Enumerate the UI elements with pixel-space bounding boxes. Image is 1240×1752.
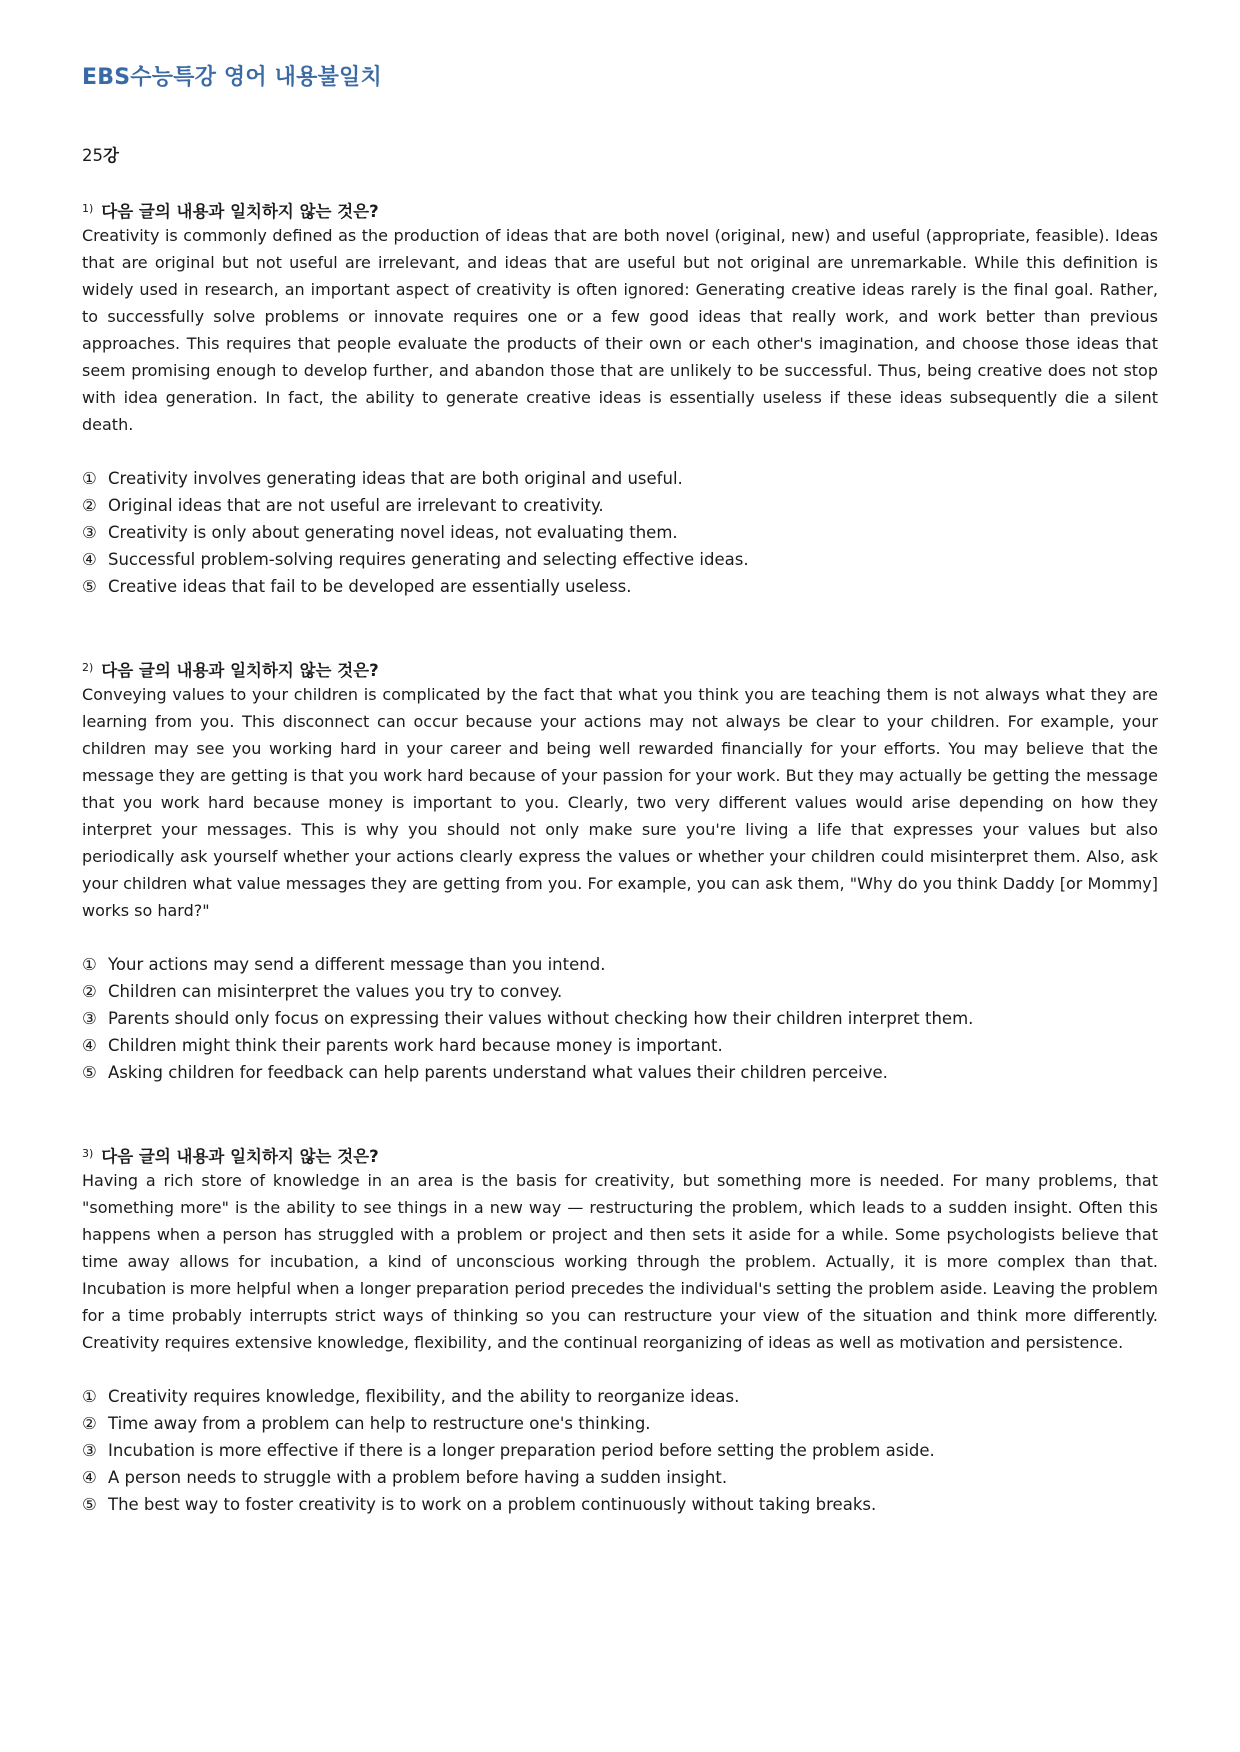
option-text: Successful problem-solving requires generating and selecting effective ideas. [108, 550, 749, 569]
question-passage: Creativity is commonly defined as the production of ideas that are both novel (original, new) and useful (appropriate, feasible). Ideas that are original but not useful are irrelevant, and ideas that are useful but not original are unremarkable. While this definition is widely used in research, an important aspect of creativity is often ignored: Generating creative ideas rarely is the final goal. Rather, to successfully solve problems or innovate requires one or a few good ideas that really work, and work better than previous approaches. This requires that people evaluate the products of their own or each other's imagination, and choose those ideas that seem promising enough to develop further, and abandon those that are unlikely to be successful. Thus, being creative does not stop with idea generation. In fact, the ability to generate creative ideas is essentially useless if these ideas subsequently die a silent death. [82, 226, 1158, 434]
option-marker: ④ [82, 1468, 97, 1487]
answer-option [82, 1383, 1158, 1410]
option-text: Children can misinterpret the values you try to convey. [108, 982, 563, 1001]
option-text: Children might think their parents work hard because money is important. [108, 1036, 723, 1055]
option-marker: ① [82, 469, 97, 488]
answer-options [82, 951, 1158, 1086]
question-prompt [82, 1140, 1158, 1167]
question-number: 2) [82, 661, 94, 674]
answer-option [82, 546, 1158, 573]
lesson-number: 25 [82, 146, 103, 165]
question-number: 3) [82, 1147, 94, 1160]
option-text: Original ideas that are not useful are irrelevant to creativity. [108, 496, 604, 515]
option-text: Your actions may send a different message than you intend. [108, 955, 606, 974]
question-passage: Having a rich store of knowledge in an area is the basis for creativity, but something more is needed. For many problems, that "something more" is the ability to see things in a new way — restructuring the problem, which leads to a sudden insight. Often this happens when a person has struggled with a problem or project and then sets it aside for a while. Some psychologists believe that time away allows for incubation, a kind of unconscious working through the problem. Actually, it is more complex than that. Incubation is more helpful when a longer preparation period precedes the individual's setting the problem aside. Leaving the problem for a time probably interrupts strict ways of thinking so you can restructure your view of the situation and think more differently. Creativity requires extensive knowledge, flexibility, and the continual reorganizing of ideas as well as motivation and persistence. [82, 1171, 1158, 1352]
option-marker: ② [82, 496, 97, 515]
option-text: Incubation is more effective if there is a longer preparation period before setting the problem aside. [108, 1441, 935, 1460]
option-marker: ① [82, 955, 97, 974]
answer-option [82, 978, 1158, 1005]
option-marker: ⑤ [82, 577, 97, 596]
option-marker: ③ [82, 523, 97, 542]
question-passage: Conveying values to your children is complicated by the fact that what you think you are teaching them is not always what they are learning from you. This disconnect can occur because your actions may not always be clear to your children. For example, your children may see you working hard in your career and being well rewarded financially for your efforts. You may believe that the message they are getting is that you work hard because of your passion for your work. But they may actually be getting the message that you work hard because money is important to you. Clearly, two very different values would arise depending on how they interpret your messages. This is why you should not only make sure you're living a life that expresses your values but also periodically ask yourself whether your actions clearly express the values or whether your children could misinterpret them. Also, ask your children what value messages they are getting from you. For example, you can ask them, "Why do you think Daddy [or Mommy] works so hard?" [82, 685, 1158, 920]
lesson-suffix: 강 [103, 146, 119, 165]
option-marker: ③ [82, 1441, 97, 1460]
option-text: Creativity is only about generating novel ideas, not evaluating them. [108, 523, 678, 542]
option-marker: ⑤ [82, 1063, 97, 1082]
lesson-heading [82, 142, 1158, 169]
question-number: 1) [82, 202, 94, 215]
answer-option [82, 1491, 1158, 1518]
question-text: 다음 글의 내용과 일치하지 않는 것은? [101, 1147, 379, 1166]
option-text: Time away from a problem can help to restructure one's thinking. [108, 1414, 651, 1433]
answer-option [82, 1032, 1158, 1059]
answer-option [82, 1437, 1158, 1464]
answer-option [82, 1464, 1158, 1491]
option-text: A person needs to struggle with a problem before having a sudden insight. [108, 1468, 728, 1487]
option-marker: ④ [82, 550, 97, 569]
question-2 [82, 654, 1158, 1086]
answer-options [82, 465, 1158, 600]
question-1 [82, 195, 1158, 600]
option-text: The best way to foster creativity is to work on a problem continuously without taking breaks. [108, 1495, 877, 1514]
option-text: Parents should only focus on expressing their values without checking how their children interpret them. [108, 1009, 974, 1028]
answer-option [82, 492, 1158, 519]
option-marker: ① [82, 1387, 97, 1406]
answer-option [82, 1059, 1158, 1086]
option-text: Creativity requires knowledge, flexibility, and the ability to reorganize ideas. [108, 1387, 740, 1406]
question-text: 다음 글의 내용과 일치하지 않는 것은? [101, 202, 379, 221]
option-marker: ④ [82, 1036, 97, 1055]
answer-option [82, 573, 1158, 600]
question-prompt [82, 195, 1158, 222]
page-title: EBS수능특강 영어 내용불일치 [82, 65, 382, 90]
option-text: Creative ideas that fail to be developed are essentially useless. [108, 577, 632, 596]
answer-options [82, 1383, 1158, 1518]
option-marker: ⑤ [82, 1495, 97, 1514]
question-prompt [82, 654, 1158, 681]
answer-option [82, 519, 1158, 546]
option-marker: ③ [82, 1009, 97, 1028]
answer-option [82, 951, 1158, 978]
option-marker: ② [82, 982, 97, 1001]
option-text: Asking children for feedback can help parents understand what values their children perceive. [108, 1063, 888, 1082]
option-marker: ② [82, 1414, 97, 1433]
question-text: 다음 글의 내용과 일치하지 않는 것은? [101, 661, 379, 680]
answer-option [82, 1005, 1158, 1032]
question-3 [82, 1140, 1158, 1518]
option-text: Creativity involves generating ideas that are both original and useful. [108, 469, 683, 488]
answer-option [82, 1410, 1158, 1437]
answer-option [82, 465, 1158, 492]
